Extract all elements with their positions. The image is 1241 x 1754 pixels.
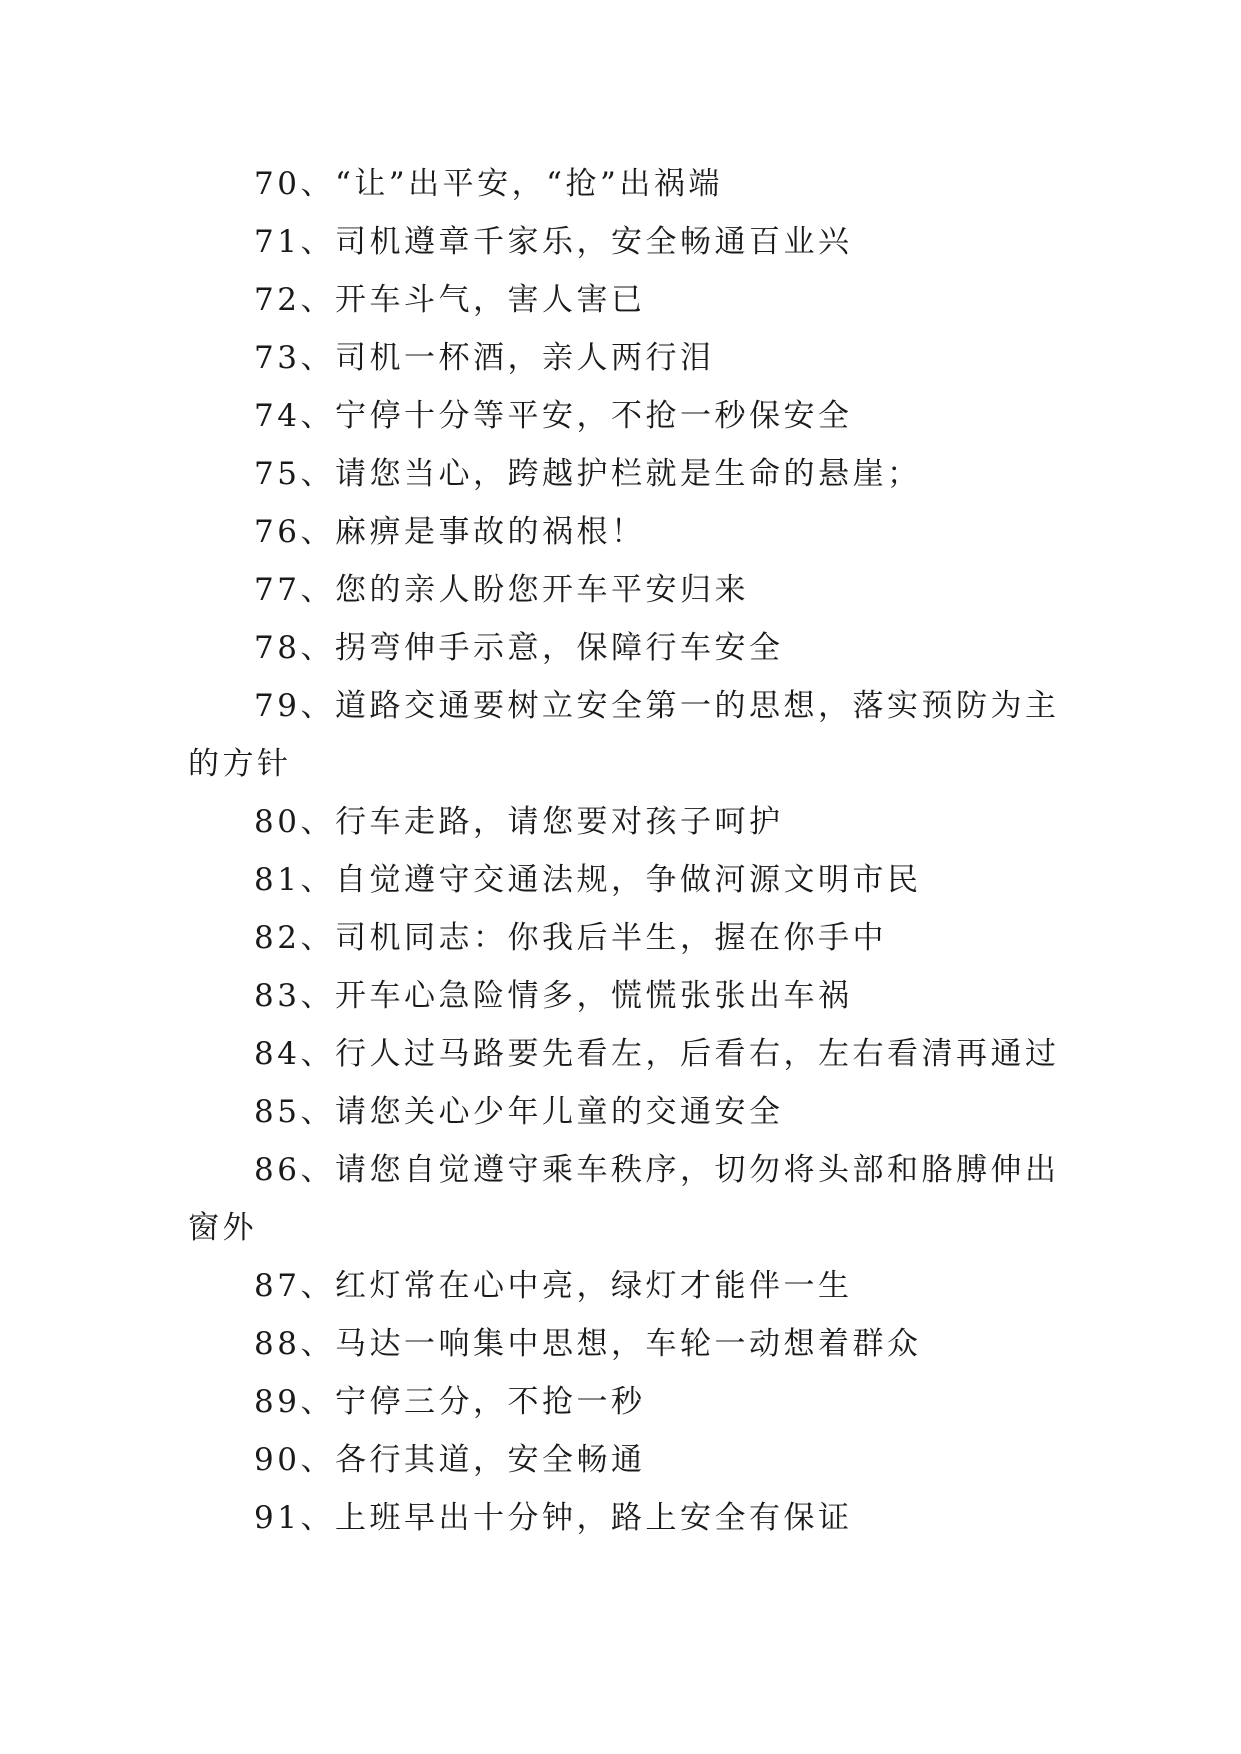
list-item: 86、请您自觉遵守乘车秩序，切勿将头部和胳膊伸出窗外: [188, 1152, 1060, 1246]
list-item: 72、开车斗气，害人害已: [254, 282, 646, 318]
list-item: 81、自觉遵守交通法规，争做河源文明市民: [254, 862, 922, 898]
list-item: 75、请您当心，跨越护栏就是生命的悬崖；: [254, 456, 922, 492]
list-item: 74、宁停十分等平安，不抢一秒保安全: [254, 398, 853, 434]
list-item: 87、红灯常在心中亮，绿灯才能伴一生: [254, 1268, 853, 1304]
list-item: 89、宁停三分，不抢一秒: [254, 1384, 646, 1420]
list-item: 79、道路交通要树立安全第一的思想，落实预防为主的方针: [188, 688, 1060, 782]
list-item: 76、麻痹是事故的祸根！: [254, 514, 646, 550]
slogan-list: [188, 155, 1068, 1547]
list-item: 71、司机遵章千家乐，安全畅通百业兴: [254, 224, 853, 260]
list-item: 83、开车心急险情多，慌慌张张出车祸: [254, 978, 853, 1014]
list-item: 78、拐弯伸手示意，保障行车安全: [254, 630, 784, 666]
list-item: 85、请您关心少年儿童的交通安全: [254, 1094, 784, 1130]
list-item: 80、行车走路，请您要对孩子呵护: [254, 804, 784, 840]
list-item: 73、司机一杯酒，亲人两行泪: [254, 340, 715, 376]
list-item: 82、司机同志：你我后半生，握在你手中: [254, 920, 887, 956]
list-item: 88、马达一响集中思想，车轮一动想着群众: [254, 1326, 922, 1362]
list-item: 91、上班早出十分钟，路上安全有保证: [254, 1500, 853, 1536]
list-item: 90、各行其道，安全畅通: [254, 1442, 646, 1478]
list-item: 70、“让”出平安，“抢”出祸端: [254, 166, 723, 202]
list-item: 77、您的亲人盼您开车平安归来: [254, 572, 749, 608]
list-item: 84、行人过马路要先看左，后看右，左右看清再通过: [254, 1036, 1060, 1072]
